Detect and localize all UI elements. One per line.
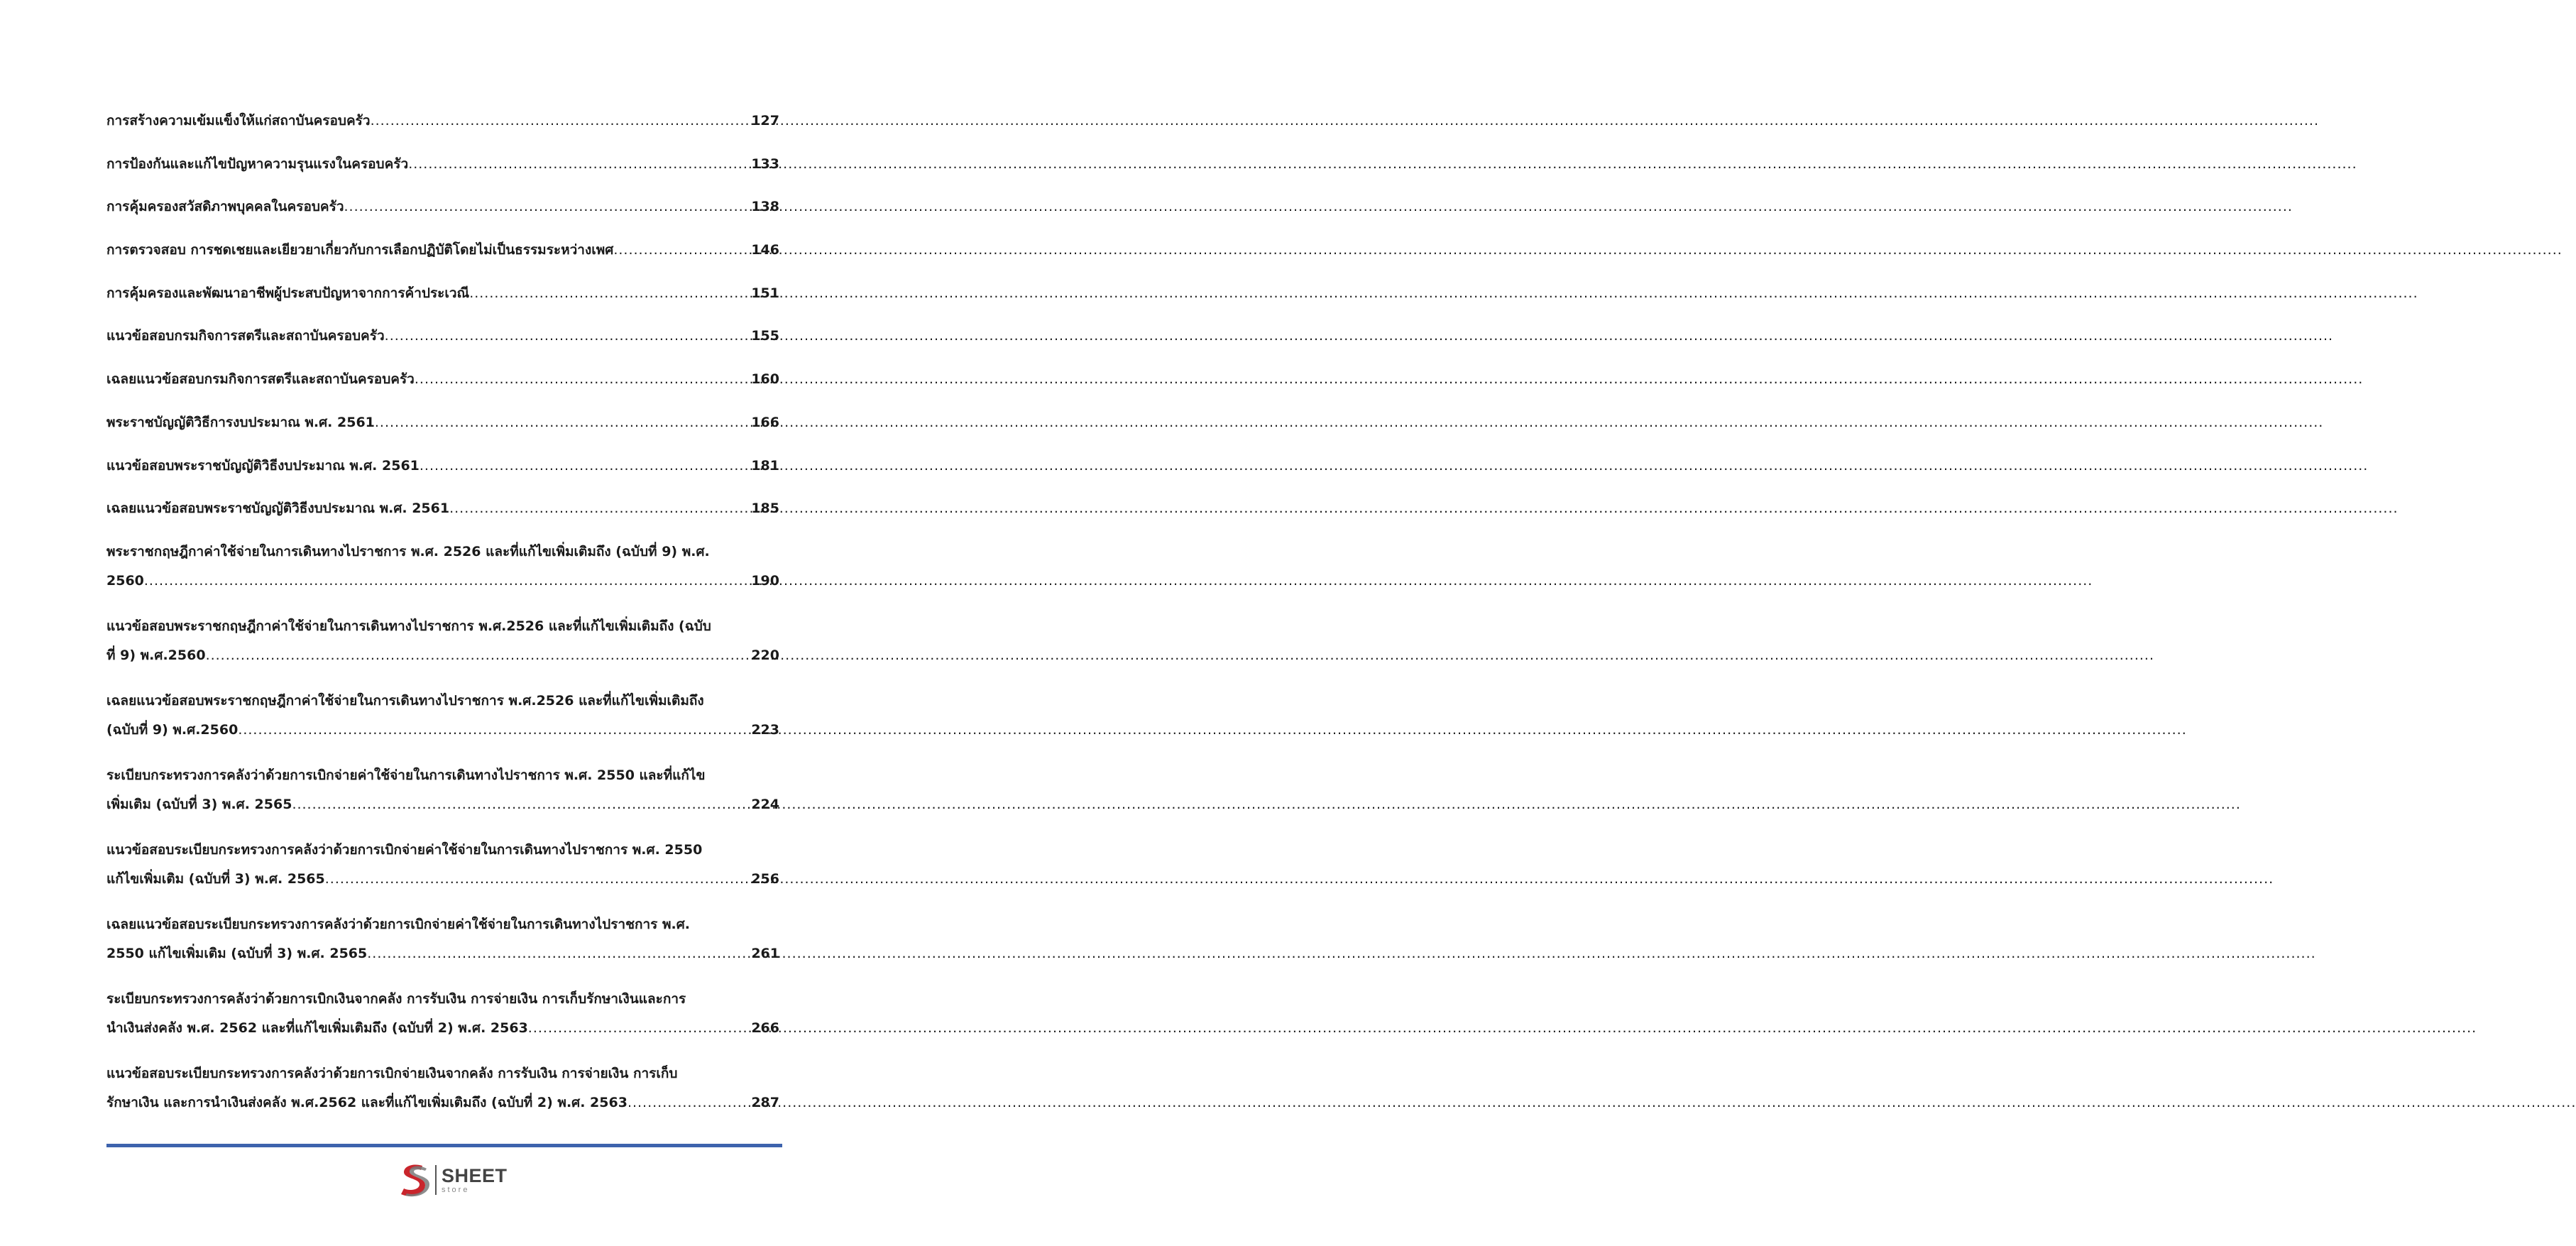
toc-entry-page: 138: [751, 199, 779, 215]
toc-entry-page: 146: [751, 242, 779, 258]
toc-entry-page: 127: [751, 113, 779, 129]
toc-entry[interactable]: [106, 279, 779, 322]
toc-entry-page: 287: [751, 1094, 779, 1110]
toc-entry-title: เฉลยแนวข้อสอบพระราชบัญญัติวิธีงบประมาณ พ.ศ. 2561: [106, 501, 450, 517]
dot-leader: [415, 365, 750, 394]
sheet-store-logo-icon: [398, 1162, 431, 1198]
toc-entry-page: 261: [751, 945, 779, 961]
toc-entry-page: 160: [751, 371, 779, 388]
toc-entry-title-line2: 2550 แก้ไขเพิ่มเติม (ฉบับที่ 3) พ.ศ. 2565: [106, 945, 368, 961]
toc-entry-page: 256: [751, 870, 779, 887]
toc-entry-title-line2: (ฉบับที่ 9) พ.ศ.2560: [106, 721, 239, 738]
logo-wordmark: [442, 1166, 508, 1194]
dot-leader: [627, 1088, 750, 1117]
toc-entry-page: 155: [751, 328, 779, 344]
dot-leader: [385, 322, 750, 351]
toc-entry-title: การสร้างความเข้มแข็งให้แก่สถาบันครอบครัว: [106, 113, 371, 129]
toc-entry-page: 220: [751, 647, 779, 663]
toc-entry-title: แนวข้อสอบกรมกิจการสตรีและสถาบันครอบครัว: [106, 328, 385, 344]
logo-separator: [435, 1165, 437, 1195]
footer-rule: [106, 1144, 782, 1147]
toc-entry[interactable]: [106, 761, 779, 836]
dot-leader: [420, 452, 750, 481]
toc-entry-page: 166: [751, 414, 779, 430]
toc-entry-title: แนวข้อสอบพระราชบัญญัติวิธีงบประมาณ พ.ศ. 2561: [106, 457, 420, 474]
dot-leader: [367, 939, 750, 968]
logo-brand-text: SHEET: [442, 1164, 508, 1186]
toc-entry-title-line2: 2560: [106, 572, 144, 589]
toc-entry-title: การคุ้มครองและพัฒนาอาชีพผู้ประสบปัญหาจากการค้าประเวณี: [106, 285, 470, 301]
toc-entry-title-line1: ระเบียบกระทรวงการคลังว่าด้วยการเบิกจ่ายค่าใช้จ่ายในการเดินทางไปราชการ พ.ศ. 2550 และที่แก้ไข: [106, 767, 706, 783]
dot-leader: [206, 641, 750, 670]
toc-entry-title-line2: ที่ 9) พ.ศ.2560: [106, 647, 206, 663]
toc-entry-page: 185: [751, 501, 779, 517]
toc-entry-page: 151: [751, 285, 779, 301]
table-of-contents: [106, 106, 779, 1134]
toc-entry[interactable]: [106, 322, 779, 365]
toc-entry[interactable]: [106, 612, 779, 687]
dot-leader: [325, 865, 750, 894]
toc-entry[interactable]: [106, 192, 779, 236]
toc-entry-title-line1: แนวข้อสอบพระราชกฤษฎีกาค่าใช้จ่ายในการเดินทางไปราชการ พ.ศ.2526 และที่แก้ไขเพิ่มเติมถึง (ฉบับ: [106, 618, 711, 634]
dot-leader: [292, 790, 750, 819]
toc-entry[interactable]: [106, 365, 779, 408]
dot-leader: [408, 150, 750, 179]
toc-entry-title-line2: แก้ไขเพิ่มเติม (ฉบับที่ 3) พ.ศ. 2565: [106, 870, 325, 887]
toc-entry[interactable]: [106, 910, 779, 985]
toc-entry[interactable]: [106, 537, 779, 612]
toc-entry[interactable]: [106, 985, 779, 1059]
toc-entry[interactable]: [106, 236, 779, 279]
toc-entry-title-line1: แนวข้อสอบระเบียบกระทรวงการคลังว่าด้วยการเบิกจ่ายค่าใช้จ่ายในการเดินทางไปราชการ พ.ศ. 2550: [106, 841, 703, 858]
toc-entry[interactable]: [106, 150, 779, 193]
toc-entry-title: การตรวจสอบ การชดเชยและเยียวยาเกี่ยวกับการเลือกปฏิบัติโดยไม่เป็นธรรมระหว่างเพศ: [106, 242, 614, 258]
toc-entry-title-line2: รักษาเงิน และการนำเงินส่งคลัง พ.ศ.2562 และที่แก้ไขเพิ่มเติมถึง (ฉบับที่ 2) พ.ศ. 2563: [106, 1094, 627, 1110]
toc-entry-page: 223: [751, 721, 779, 738]
toc-entry-title-line2: นำเงินส่งคลัง พ.ศ. 2562 และที่แก้ไขเพิ่มเติมถึง (ฉบับที่ 2) พ.ศ. 2563: [106, 1020, 528, 1036]
toc-entry[interactable]: [106, 106, 779, 150]
toc-entry[interactable]: [106, 687, 779, 761]
toc-entry[interactable]: [106, 836, 779, 910]
toc-entry-title-line1: แนวข้อสอบระเบียบกระทรวงการคลังว่าด้วยการเบิกจ่ายเงินจากคลัง การรับเงิน การจ่ายเงิน การเก็บ: [106, 1065, 678, 1081]
toc-entry-title-line2: เพิ่มเติม (ฉบับที่ 3) พ.ศ. 2565: [106, 796, 292, 812]
toc-entry-page: 266: [751, 1020, 779, 1036]
toc-entry[interactable]: [106, 1059, 779, 1134]
toc-entry-page: 190: [751, 572, 779, 589]
toc-entry-title-line1: ระเบียบกระทรวงการคลังว่าด้วยการเบิกเงินจากคลัง การรับเงิน การจ่ายเงิน การเก็บรักษาเงินและการ: [106, 990, 686, 1007]
logo-sub-text: store: [442, 1185, 470, 1194]
toc-entry-title-line1: เฉลยแนวข้อสอบพระราชกฤษฎีกาค่าใช้จ่ายในการเดินทางไปราชการ พ.ศ.2526 และที่แก้ไขเพิ่มเติมถึง: [106, 692, 704, 709]
toc-entry[interactable]: [106, 494, 779, 537]
dot-leader: [344, 192, 750, 222]
sheet-store-logo: [398, 1159, 508, 1201]
toc-entry-title: เฉลยแนวข้อสอบกรมกิจการสตรีและสถาบันครอบครัว: [106, 371, 415, 388]
dot-leader: [613, 236, 750, 265]
dot-leader: [528, 1014, 750, 1043]
toc-entry-title-line1: พระราชกฤษฎีกาค่าใช้จ่ายในการเดินทางไปราชการ พ.ศ. 2526 และที่แก้ไขเพิ่มเติมถึง (ฉบับที่ 9) พ.ศ.: [106, 543, 710, 559]
toc-entry-title: พระราชบัญญัติวิธีการงบประมาณ พ.ศ. 2561: [106, 414, 375, 430]
toc-entry-page: 181: [751, 457, 779, 474]
dot-leader: [371, 106, 750, 136]
toc-entry-page: 133: [751, 155, 779, 172]
dot-leader: [469, 279, 750, 308]
dot-leader: [238, 716, 750, 745]
toc-entry[interactable]: [106, 452, 779, 495]
toc-entry-title-line1: เฉลยแนวข้อสอบระเบียบกระทรวงการคลังว่าด้วยการเบิกจ่ายค่าใช้จ่ายในการเดินทางไปราชการ พ.ศ.: [106, 916, 691, 932]
dot-leader: [144, 567, 750, 596]
dot-leader: [375, 408, 750, 437]
toc-entry-title: การป้องกันและแก้ไขปัญหาความรุนแรงในครอบครัว: [106, 155, 409, 172]
dot-leader: [449, 494, 750, 523]
toc-entry-title: การคุ้มครองสวัสดิภาพบุคคลในครอบครัว: [106, 199, 344, 215]
toc-entry-page: 224: [751, 796, 779, 812]
toc-entry[interactable]: [106, 408, 779, 452]
